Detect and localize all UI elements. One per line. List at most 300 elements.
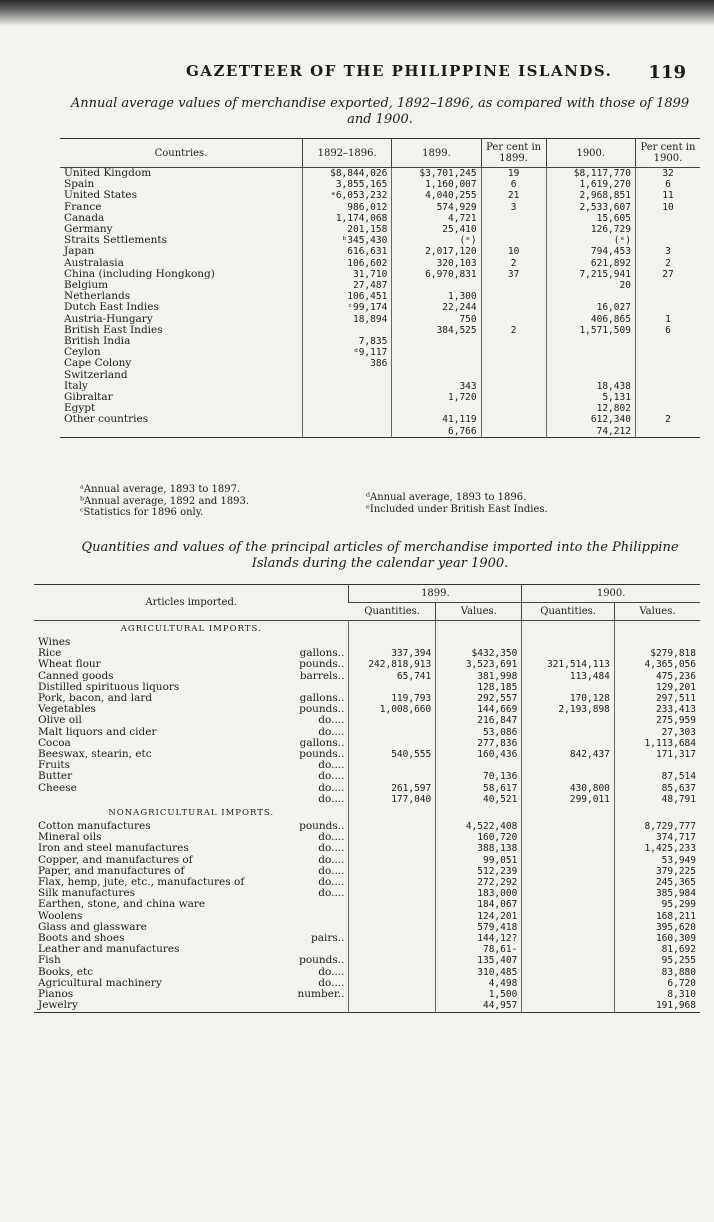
row-unit: do.... (318, 853, 345, 866)
row-label: Earthen, stone, and china ware (38, 898, 206, 911)
row-unit: pounds.. (299, 954, 345, 967)
table-row (34, 648, 700, 659)
value-1899-cell: 272,292 (436, 877, 522, 888)
value-1899-cell: 4,522,408 (436, 821, 522, 832)
row-unit: do.... (318, 770, 345, 783)
row-label: Copper, and manufactures of (38, 853, 193, 866)
scan-edge-shadow (0, 0, 714, 26)
value-1900-cell (614, 760, 700, 771)
value-1899-cell: 6,970,831 (392, 269, 481, 280)
value-1899-cell: 78,61- (436, 944, 522, 955)
quantity-1899-cell (349, 944, 436, 955)
footnotes-left (80, 484, 249, 519)
percent-1899-cell: 37 (481, 269, 546, 280)
value-1900-cell: 95,255 (614, 955, 700, 966)
row-label: Other countries (64, 413, 149, 426)
value-1900-cell: 794,453 (546, 246, 635, 257)
table-row (60, 403, 700, 414)
footnote-e: ᵉIncluded under British East Indies. (366, 503, 548, 515)
value-1892-1896-cell: 616,631 (302, 246, 391, 257)
row-label: British East Indies (64, 323, 163, 336)
value-1899-cell: 4,040,255 (392, 190, 481, 201)
col-values-1899: Values. (436, 603, 522, 621)
value-1900-cell: 297,511 (614, 693, 700, 704)
value-1900-cell (546, 291, 635, 302)
quantity-1899-cell (349, 967, 436, 978)
col-articles: Articles imported. (34, 585, 349, 621)
percent-1899-cell: 10 (481, 246, 546, 257)
value-1900-cell: $279,818 (614, 648, 700, 659)
value-1899-cell: 1,300 (392, 291, 481, 302)
quantity-1900-cell: 321,514,113 (522, 659, 615, 670)
value-1899-cell: 216,847 (436, 715, 522, 726)
percent-1899-cell (481, 392, 546, 403)
value-1892-1896-cell: 18,894 (302, 314, 391, 325)
value-1899-cell: 388,138 (436, 843, 522, 854)
value-1900-cell: 160,309 (614, 933, 700, 944)
value-1899-cell: 41,119 (392, 414, 481, 425)
article-cell (34, 989, 349, 1000)
value-1900-cell: 191,968 (614, 1000, 700, 1012)
quantity-1900-cell (522, 933, 615, 944)
row-unit: do.... (318, 864, 345, 877)
row-label: Jewelry (38, 999, 78, 1012)
table-row (60, 168, 700, 180)
value-1899-cell: 574,929 (392, 202, 481, 213)
quantity-1899-cell (349, 843, 436, 854)
percent-1900-cell: 32 (635, 168, 700, 180)
row-label: Cheese (38, 781, 77, 794)
table-row (60, 302, 700, 313)
quantity-1900-cell (522, 682, 615, 693)
value-1892-1896-cell: 386 (302, 358, 391, 369)
row-unit: do.... (318, 876, 345, 889)
row-label: Silk manufactures (38, 887, 135, 900)
quantity-1899-cell (349, 821, 436, 832)
value-1900-cell (546, 358, 635, 369)
value-1899-cell: 310,485 (436, 967, 522, 978)
table-row (60, 392, 700, 403)
value-1899-cell: 53,086 (436, 727, 522, 738)
table-row (34, 704, 700, 715)
row-unit: do.... (318, 781, 345, 794)
row-label: Fruits (38, 759, 71, 772)
row-label: Butter (38, 770, 73, 783)
row-label: Switzerland (64, 368, 128, 381)
table-row (60, 202, 700, 213)
section-heading: NONAGRICULTURAL IMPORTS. (108, 808, 275, 819)
quantity-1899-cell (349, 771, 436, 782)
table-row (34, 922, 700, 933)
quantity-1899-cell (349, 899, 436, 910)
row-label: Books, etc (38, 965, 94, 978)
value-1892-1896-cell: 3,855,165 (302, 179, 391, 190)
col-percent-1900: Per cent in 1900. (635, 139, 700, 168)
value-1892-1896-cell (302, 403, 391, 414)
percent-1899-cell (481, 213, 546, 224)
value-1900-cell: 1,571,509 (546, 325, 635, 336)
quantity-1900-cell (522, 760, 615, 771)
quantity-1899-cell (349, 911, 436, 922)
table-row (34, 760, 700, 771)
value-1900-cell: 275,959 (614, 715, 700, 726)
value-1892-1896-cell: $8,844,026 (302, 168, 391, 180)
value-1899-cell: 1,500 (436, 989, 522, 1000)
value-1900-cell: 2,533,607 (546, 202, 635, 213)
table-row (60, 325, 700, 336)
value-1900-cell: 406,865 (546, 314, 635, 325)
value-1900-cell: 6,720 (614, 978, 700, 989)
empty-cell (522, 805, 615, 821)
quantity-1900-cell (522, 738, 615, 749)
value-1899-cell: 343 (392, 381, 481, 392)
col-1892-1896: 1892–1896. (302, 139, 391, 168)
value-1899-cell: 1,720 (392, 392, 481, 403)
row-label: Egypt (64, 402, 96, 415)
value-1892-1896-cell (302, 325, 391, 336)
quantity-1900-cell (522, 771, 615, 782)
percent-1899-cell: 19 (481, 168, 546, 180)
percent-1899-cell: 6 (481, 179, 546, 190)
table-row (34, 955, 700, 966)
quantity-1900-cell (522, 877, 615, 888)
percent-1900-cell (635, 381, 700, 392)
value-1899-cell: 1,160,007 (392, 179, 481, 190)
value-1899-cell: 144,12? (436, 933, 522, 944)
quantity-1899-cell: 242,818,913 (349, 659, 436, 670)
table-row (60, 190, 700, 201)
value-1892-1896-cell: ᶜ99,174 (302, 302, 391, 313)
quantity-1900-cell (522, 944, 615, 955)
table-row (60, 414, 700, 425)
percent-1899-cell (481, 414, 546, 425)
value-1900-cell: 233,413 (614, 704, 700, 715)
value-1899-cell (392, 403, 481, 414)
value-1899-cell: 124,201 (436, 911, 522, 922)
value-1900-cell: 16,027 (546, 302, 635, 313)
row-unit: do.... (318, 842, 345, 855)
row-label: Woolens (38, 909, 83, 922)
row-label: Pork, bacon, and lard (38, 692, 153, 705)
value-1900-cell: 475,236 (614, 671, 700, 682)
empty-cell (614, 621, 700, 638)
quantity-1899-cell: 65,741 (349, 671, 436, 682)
row-label: Straits Settlements (64, 234, 167, 247)
percent-1900-cell (635, 392, 700, 403)
table-row (60, 179, 700, 190)
row-unit: do.... (318, 759, 345, 772)
footnote-c: ᶜStatistics for 1896 only. (80, 507, 204, 518)
percent-1900-cell: 10 (635, 202, 700, 213)
value-1899-cell: 144,669 (436, 704, 522, 715)
value-1900-cell: 2,968,851 (546, 190, 635, 201)
quantity-1899-cell: 119,793 (349, 693, 436, 704)
empty-cell (436, 621, 522, 638)
quantity-1900-cell (522, 821, 615, 832)
value-1899-cell: 183,000 (436, 888, 522, 899)
value-1900-cell: 20 (546, 280, 635, 291)
value-1892-1896-cell: ᵇ345,430 (302, 235, 391, 246)
value-1899-cell: 292,557 (436, 693, 522, 704)
row-label: Pianos (38, 988, 74, 1001)
table-row (34, 637, 700, 648)
empty-cell (349, 805, 436, 821)
article-cell (34, 771, 349, 782)
article-cell (34, 794, 349, 805)
percent-1899-cell (481, 235, 546, 246)
col-1900: 1900. (546, 139, 635, 168)
value-1899-cell: 4,721 (392, 213, 481, 224)
row-label: Olive oil (38, 714, 82, 727)
quantity-1899-cell (349, 933, 436, 944)
percent-1900-cell: 1 (635, 314, 700, 325)
value-1900-cell: 8,310 (614, 989, 700, 1000)
table-row (60, 347, 700, 358)
percent-1900-cell: 2 (635, 414, 700, 425)
row-label: Mineral oils (38, 831, 102, 844)
row-label: Vegetables (38, 703, 96, 716)
table-row (34, 944, 700, 955)
value-1899-cell: 44,957 (436, 1000, 522, 1012)
percent-1899-cell (481, 381, 546, 392)
quantity-1900-cell: 113,484 (522, 671, 615, 682)
value-1900-cell: 612,340 (546, 414, 635, 425)
row-unit: barrels.. (299, 669, 345, 682)
col-percent-1899: Per cent in 1899. (481, 139, 546, 168)
quantity-1899-cell (349, 727, 436, 738)
row-label: Cotton manufactures (38, 820, 151, 833)
value-1900-cell: 85,637 (614, 783, 700, 794)
table-row (34, 771, 700, 782)
value-1900-cell: 27,303 (614, 727, 700, 738)
value-1899-cell: 70,136 (436, 771, 522, 782)
value-1900-cell: 1,113,684 (614, 738, 700, 749)
value-1899-cell: 277,836 (436, 738, 522, 749)
empty-cell (614, 805, 700, 821)
article-cell (34, 760, 349, 771)
quantity-1899-cell: 337,394 (349, 648, 436, 659)
row-unit: do.... (318, 831, 345, 844)
table-row (60, 246, 700, 257)
col-countries: Countries. (60, 139, 302, 168)
percent-1900-cell (635, 235, 700, 246)
quantity-1900-cell (522, 832, 615, 843)
row-label: France (64, 200, 102, 213)
running-title: GAZETTEER OF THE PHILIPPINE ISLANDS. (186, 62, 613, 80)
table-row (60, 370, 700, 381)
value-1899-cell: 3,523,691 (436, 659, 522, 670)
value-1899-cell: 579,418 (436, 922, 522, 933)
quantity-1900-cell: 170,128 (522, 693, 615, 704)
table-row (60, 280, 700, 291)
row-unit: do.... (318, 792, 345, 805)
value-1892-1896-cell (302, 381, 391, 392)
value-1892-1896-cell: 31,710 (302, 269, 391, 280)
row-label: Rice (38, 647, 62, 660)
table-row (34, 1000, 700, 1012)
quantity-1900-cell (522, 855, 615, 866)
table-row (34, 659, 700, 670)
quantity-1900-cell (522, 911, 615, 922)
exports-table-caption: Annual average values of merchandise exported, 1892–1896, as compared with those of 1899 and 1900. (70, 96, 690, 127)
value-1900-cell: 126,729 (546, 224, 635, 235)
value-1900-cell: 171,317 (614, 749, 700, 760)
country-cell (60, 370, 302, 381)
table-row (34, 693, 700, 704)
percent-1899-cell: 2 (481, 258, 546, 269)
value-1892-1896-cell: 986,012 (302, 202, 391, 213)
country-cell (60, 414, 302, 425)
table-row (60, 213, 700, 224)
value-1900-cell: 7,215,941 (546, 269, 635, 280)
article-cell (34, 1000, 349, 1012)
value-1899-cell: 99,051 (436, 855, 522, 866)
value-1899-cell (436, 637, 522, 648)
percent-1900-cell (635, 347, 700, 358)
value-1900-cell: 87,514 (614, 771, 700, 782)
percent-1900-cell (635, 302, 700, 313)
row-label: Netherlands (64, 290, 131, 303)
value-1900-cell (546, 336, 635, 347)
quantity-1900-cell (522, 978, 615, 989)
quantity-1900-cell (522, 888, 615, 899)
percent-1899-cell: 2 (481, 325, 546, 336)
percent-1900-cell: 3 (635, 246, 700, 257)
value-1900-cell: 379,225 (614, 866, 700, 877)
value-1900-cell: 48,791 (614, 794, 700, 805)
country-cell (60, 168, 302, 180)
row-label: Boots and shoes (38, 932, 125, 945)
quantity-1899-cell (349, 682, 436, 693)
table-row (60, 381, 700, 392)
percent-1900-cell (635, 224, 700, 235)
percent-1899-cell (481, 403, 546, 414)
row-label: Distilled spirituous liquors (38, 680, 180, 693)
empty-cell (522, 621, 615, 638)
value-1892-1896-cell: ᵃ6,053,232 (302, 190, 391, 201)
table-row (34, 794, 700, 805)
section-agricultural (34, 621, 700, 638)
imports-table-body (34, 621, 700, 1013)
value-1899-cell: 40,521 (436, 794, 522, 805)
row-unit: do.... (318, 725, 345, 738)
article-cell (34, 783, 349, 794)
quantity-1900-cell (522, 866, 615, 877)
value-1899-cell: 750 (392, 314, 481, 325)
percent-1900-cell: 11 (635, 190, 700, 201)
row-label: Gibraltar (64, 391, 113, 404)
value-1899-cell: 135,407 (436, 955, 522, 966)
value-1900-cell: 12,802 (546, 403, 635, 414)
row-unit: pounds.. (299, 820, 345, 833)
value-1899-cell: $432,350 (436, 648, 522, 659)
value-1899-cell: 22,244 (392, 302, 481, 313)
table-row (34, 783, 700, 794)
table-row (60, 358, 700, 369)
value-1900-cell: 129,201 (614, 682, 700, 693)
row-unit: number.. (297, 988, 345, 1001)
quantity-1899-cell (349, 922, 436, 933)
value-1900-cell: 395,620 (614, 922, 700, 933)
footnote-a: ᵃAnnual average, 1893 to 1897. (80, 484, 241, 495)
row-unit: pounds.. (299, 703, 345, 716)
value-1900-cell: $8,117,770 (546, 168, 635, 180)
row-label: Japan (64, 245, 95, 258)
quantity-1900-cell (522, 1000, 615, 1012)
value-1899-cell: 381,998 (436, 671, 522, 682)
value-1900-cell: 83,880 (614, 967, 700, 978)
quantity-1900-cell (522, 715, 615, 726)
col-quantities-1900: Quantities. (522, 603, 615, 621)
value-1892-1896-cell (302, 426, 391, 438)
running-head (0, 62, 714, 88)
table-row (34, 989, 700, 1000)
exports-table-body (60, 168, 700, 438)
percent-1900-cell (635, 426, 700, 438)
percent-1900-cell (635, 403, 700, 414)
value-1899-cell (392, 347, 481, 358)
row-unit: gallons.. (299, 736, 345, 749)
table-row (34, 727, 700, 738)
table-row (60, 426, 700, 438)
row-label: United Kingdom (64, 167, 152, 179)
value-1899-cell: 184,067 (436, 899, 522, 910)
value-1899-cell (392, 280, 481, 291)
row-unit: do.... (318, 714, 345, 727)
percent-1899-cell (481, 291, 546, 302)
value-1892-1896-cell: 201,158 (302, 224, 391, 235)
value-1900-cell: 53,949 (614, 855, 700, 866)
percent-1900-cell: 2 (635, 258, 700, 269)
value-1899-cell: 2,017,120 (392, 246, 481, 257)
quantity-1899-cell (349, 877, 436, 888)
value-1892-1896-cell: 27,487 (302, 280, 391, 291)
quantity-1899-cell (349, 989, 436, 1000)
value-1899-cell (436, 760, 522, 771)
percent-1899-cell (481, 358, 546, 369)
empty-cell (349, 621, 436, 638)
footnote-d: ᵈAnnual average, 1893 to 1896. (366, 492, 527, 503)
imports-table-caption: Quantities and values of the principal articles of merchandise imported into the Philippine Islands during the calendar year 1900. (81, 540, 679, 571)
row-unit: pounds.. (299, 658, 345, 671)
percent-1900-cell: 6 (635, 325, 700, 336)
percent-1899-cell (481, 336, 546, 347)
percent-1900-cell (635, 370, 700, 381)
value-1899-cell: 4,498 (436, 978, 522, 989)
quantity-1900-cell (522, 637, 615, 648)
section-heading: AGRICULTURAL IMPORTS. (120, 624, 262, 634)
value-1892-1896-cell (302, 414, 391, 425)
footnotes-right (366, 492, 548, 515)
table-row (60, 235, 700, 246)
table-row (34, 899, 700, 910)
quantity-1899-cell: 540,555 (349, 749, 436, 760)
value-1900-cell: 168,211 (614, 911, 700, 922)
quantity-1900-cell (522, 967, 615, 978)
row-label: Austria-Hungary (64, 312, 153, 325)
percent-1900-cell (635, 358, 700, 369)
quantity-1900-cell (522, 955, 615, 966)
quantity-1900-cell: 842,437 (522, 749, 615, 760)
percent-1900-cell: 6 (635, 179, 700, 190)
quantity-1899-cell (349, 1000, 436, 1012)
row-label: Australasia (64, 256, 124, 269)
quantity-1899-cell (349, 955, 436, 966)
col-values-1900: Values. (614, 603, 700, 621)
row-label: Cape Colony (64, 357, 132, 370)
quantity-1899-cell (349, 855, 436, 866)
value-1899-cell: $3,701,245 (392, 168, 481, 180)
